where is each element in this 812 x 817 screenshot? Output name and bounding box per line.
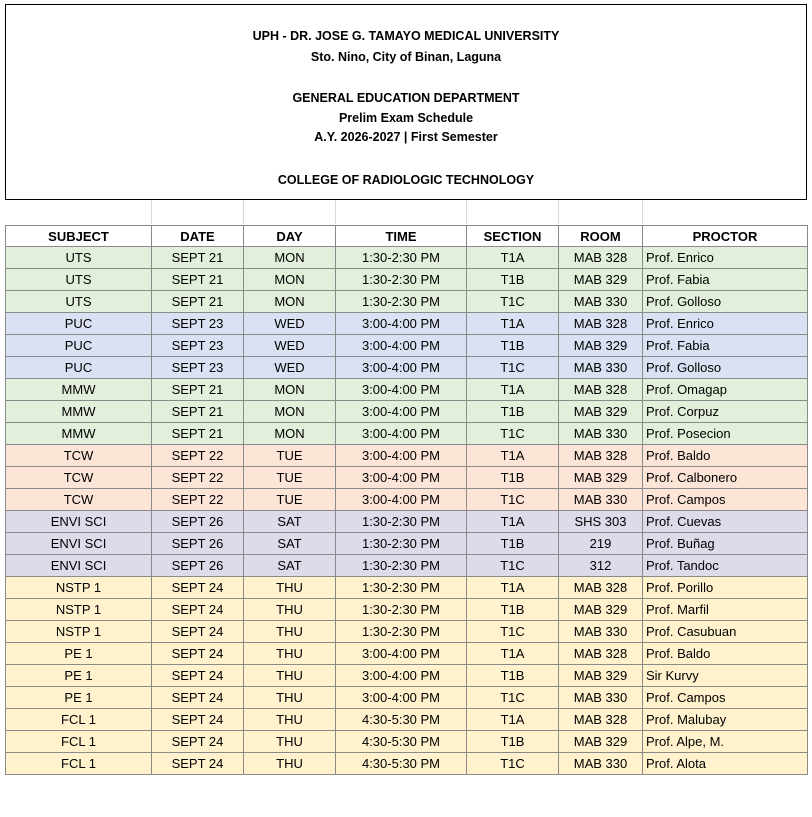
cell-room: MAB 329 xyxy=(559,467,643,489)
gridline xyxy=(642,200,643,224)
cell-subject: FCL 1 xyxy=(6,709,152,731)
cell-subject: PE 1 xyxy=(6,643,152,665)
cell-date: SEPT 21 xyxy=(152,269,244,291)
cell-room: MAB 328 xyxy=(559,577,643,599)
cell-room: SHS 303 xyxy=(559,511,643,533)
exam-schedule-table xyxy=(5,225,808,775)
cell-section: T1B xyxy=(467,599,559,621)
cell-room: MAB 329 xyxy=(559,401,643,423)
table-row xyxy=(6,599,808,621)
cell-day: SAT xyxy=(244,533,336,555)
cell-proctor: Prof. Casubuan xyxy=(643,621,808,643)
cell-subject: TCW xyxy=(6,489,152,511)
cell-section: T1C xyxy=(467,687,559,709)
cell-day: THU xyxy=(244,643,336,665)
table-header-row xyxy=(6,226,808,247)
cell-subject: NSTP 1 xyxy=(6,621,152,643)
cell-proctor: Prof. Tandoc xyxy=(643,555,808,577)
cell-day: MON xyxy=(244,269,336,291)
cell-date: SEPT 26 xyxy=(152,511,244,533)
table-row xyxy=(6,423,808,445)
cell-section: T1B xyxy=(467,665,559,687)
column-header-section: SECTION xyxy=(467,226,559,247)
table-row xyxy=(6,709,808,731)
cell-time: 1:30-2:30 PM xyxy=(336,577,467,599)
schedule-header xyxy=(5,4,807,200)
cell-day: THU xyxy=(244,577,336,599)
cell-time: 1:30-2:30 PM xyxy=(336,511,467,533)
cell-day: MON xyxy=(244,247,336,269)
column-header-date: DATE xyxy=(152,226,244,247)
cell-section: T1C xyxy=(467,621,559,643)
column-header-subject: SUBJECT xyxy=(6,226,152,247)
cell-proctor: Prof. Alota xyxy=(643,753,808,775)
gridline xyxy=(558,200,559,224)
table-row xyxy=(6,467,808,489)
table-row xyxy=(6,247,808,269)
cell-day: TUE xyxy=(244,489,336,511)
cell-section: T1C xyxy=(467,753,559,775)
cell-room: MAB 330 xyxy=(559,489,643,511)
cell-section: T1C xyxy=(467,555,559,577)
column-header-day: DAY xyxy=(244,226,336,247)
cell-subject: NSTP 1 xyxy=(6,599,152,621)
cell-date: SEPT 24 xyxy=(152,709,244,731)
cell-time: 1:30-2:30 PM xyxy=(336,555,467,577)
cell-time: 1:30-2:30 PM xyxy=(336,533,467,555)
cell-proctor: Sir Kurvy xyxy=(643,665,808,687)
cell-room: MAB 330 xyxy=(559,423,643,445)
cell-section: T1A xyxy=(467,577,559,599)
cell-subject: ENVI SCI xyxy=(6,533,152,555)
university-address: Sto. Nino, City of Binan, Laguna xyxy=(310,50,502,64)
cell-proctor: Prof. Posecion xyxy=(643,423,808,445)
table-row xyxy=(6,445,808,467)
cell-room: MAB 330 xyxy=(559,357,643,379)
cell-day: THU xyxy=(244,621,336,643)
cell-time: 3:00-4:00 PM xyxy=(336,313,467,335)
cell-time: 1:30-2:30 PM xyxy=(336,269,467,291)
cell-proctor: Prof. Malubay xyxy=(643,709,808,731)
cell-room: MAB 328 xyxy=(559,709,643,731)
cell-subject: FCL 1 xyxy=(6,731,152,753)
cell-date: SEPT 21 xyxy=(152,401,244,423)
cell-section: T1B xyxy=(467,335,559,357)
cell-proctor: Prof. Fabia xyxy=(643,269,808,291)
table-row xyxy=(6,687,808,709)
cell-subject: FCL 1 xyxy=(6,753,152,775)
cell-day: THU xyxy=(244,687,336,709)
cell-day: THU xyxy=(244,665,336,687)
cell-proctor: Prof. Campos xyxy=(643,687,808,709)
cell-day: WED xyxy=(244,335,336,357)
table-row xyxy=(6,379,808,401)
cell-room: MAB 328 xyxy=(559,445,643,467)
cell-subject: PUC xyxy=(6,313,152,335)
table-row xyxy=(6,335,808,357)
cell-section: T1B xyxy=(467,731,559,753)
cell-day: SAT xyxy=(244,555,336,577)
table-row xyxy=(6,401,808,423)
cell-section: T1B xyxy=(467,467,559,489)
cell-date: SEPT 24 xyxy=(152,599,244,621)
cell-time: 4:30-5:30 PM xyxy=(336,709,467,731)
cell-day: WED xyxy=(244,313,336,335)
cell-subject: NSTP 1 xyxy=(6,577,152,599)
cell-subject: MMW xyxy=(6,423,152,445)
table-row xyxy=(6,731,808,753)
cell-time: 1:30-2:30 PM xyxy=(336,599,467,621)
table-row xyxy=(6,621,808,643)
cell-section: T1A xyxy=(467,643,559,665)
cell-proctor: Prof. Calbonero xyxy=(643,467,808,489)
cell-time: 3:00-4:00 PM xyxy=(336,665,467,687)
cell-proctor: Prof. Corpuz xyxy=(643,401,808,423)
cell-subject: UTS xyxy=(6,269,152,291)
cell-subject: MMW xyxy=(6,379,152,401)
cell-room: MAB 330 xyxy=(559,291,643,313)
cell-section: T1C xyxy=(467,489,559,511)
cell-proctor: Prof. Cuevas xyxy=(643,511,808,533)
table-row xyxy=(6,555,808,577)
cell-room: MAB 329 xyxy=(559,335,643,357)
cell-room: MAB 329 xyxy=(559,269,643,291)
cell-day: THU xyxy=(244,709,336,731)
cell-proctor: Prof. Buñag xyxy=(643,533,808,555)
cell-subject: MMW xyxy=(6,401,152,423)
cell-section: T1B xyxy=(467,533,559,555)
table-row xyxy=(6,489,808,511)
column-header-room: ROOM xyxy=(559,226,643,247)
cell-date: SEPT 23 xyxy=(152,357,244,379)
cell-day: MON xyxy=(244,423,336,445)
blank-spreadsheet-row xyxy=(5,200,807,224)
table-row xyxy=(6,313,808,335)
cell-date: SEPT 21 xyxy=(152,379,244,401)
cell-proctor: Prof. Golloso xyxy=(643,357,808,379)
gridline xyxy=(151,200,152,224)
cell-date: SEPT 24 xyxy=(152,621,244,643)
cell-section: T1B xyxy=(467,269,559,291)
cell-time: 3:00-4:00 PM xyxy=(336,467,467,489)
cell-room: MAB 329 xyxy=(559,731,643,753)
cell-section: T1C xyxy=(467,291,559,313)
table-row xyxy=(6,511,808,533)
cell-day: THU xyxy=(244,599,336,621)
cell-time: 3:00-4:00 PM xyxy=(336,489,467,511)
cell-time: 3:00-4:00 PM xyxy=(336,643,467,665)
cell-time: 1:30-2:30 PM xyxy=(336,621,467,643)
schedule-title: Prelim Exam Schedule xyxy=(338,111,474,125)
cell-date: SEPT 26 xyxy=(152,533,244,555)
cell-room: 219 xyxy=(559,533,643,555)
cell-time: 3:00-4:00 PM xyxy=(336,445,467,467)
cell-date: SEPT 21 xyxy=(152,291,244,313)
gridline xyxy=(335,200,336,224)
college-name: COLLEGE OF RADIOLOGIC TECHNOLOGY xyxy=(277,173,535,187)
cell-room: 312 xyxy=(559,555,643,577)
cell-date: SEPT 21 xyxy=(152,423,244,445)
cell-time: 4:30-5:30 PM xyxy=(336,731,467,753)
cell-section: T1C xyxy=(467,357,559,379)
cell-section: T1A xyxy=(467,247,559,269)
cell-date: SEPT 24 xyxy=(152,643,244,665)
cell-date: SEPT 24 xyxy=(152,577,244,599)
academic-year: A.Y. 2026-2027 | First Semester xyxy=(314,130,498,144)
cell-room: MAB 330 xyxy=(559,753,643,775)
cell-time: 3:00-4:00 PM xyxy=(336,335,467,357)
cell-subject: ENVI SCI xyxy=(6,555,152,577)
cell-date: SEPT 24 xyxy=(152,687,244,709)
cell-section: T1B xyxy=(467,401,559,423)
cell-date: SEPT 23 xyxy=(152,313,244,335)
cell-date: SEPT 24 xyxy=(152,731,244,753)
cell-time: 3:00-4:00 PM xyxy=(336,687,467,709)
cell-date: SEPT 22 xyxy=(152,445,244,467)
cell-room: MAB 330 xyxy=(559,621,643,643)
cell-room: MAB 328 xyxy=(559,643,643,665)
cell-proctor: Prof. Enrico xyxy=(643,247,808,269)
cell-room: MAB 328 xyxy=(559,379,643,401)
cell-section: T1A xyxy=(467,709,559,731)
gridline xyxy=(243,200,244,224)
cell-day: TUE xyxy=(244,467,336,489)
cell-time: 1:30-2:30 PM xyxy=(336,291,467,313)
cell-proctor: Prof. Golloso xyxy=(643,291,808,313)
sheet-bottom-edge xyxy=(0,806,812,817)
cell-date: SEPT 22 xyxy=(152,489,244,511)
column-header-time: TIME xyxy=(336,226,467,247)
cell-section: T1C xyxy=(467,423,559,445)
table-body xyxy=(6,247,808,775)
cell-section: T1A xyxy=(467,445,559,467)
gridline xyxy=(466,200,467,224)
cell-date: SEPT 26 xyxy=(152,555,244,577)
cell-section: T1A xyxy=(467,511,559,533)
cell-proctor: Prof. Fabia xyxy=(643,335,808,357)
cell-proctor: Prof. Enrico xyxy=(643,313,808,335)
cell-time: 3:00-4:00 PM xyxy=(336,379,467,401)
cell-proctor: Prof. Omagap xyxy=(643,379,808,401)
cell-time: 3:00-4:00 PM xyxy=(336,357,467,379)
table-row xyxy=(6,533,808,555)
cell-room: MAB 330 xyxy=(559,687,643,709)
cell-subject: UTS xyxy=(6,247,152,269)
cell-subject: TCW xyxy=(6,467,152,489)
cell-proctor: Prof. Campos xyxy=(643,489,808,511)
table-row xyxy=(6,269,808,291)
cell-day: MON xyxy=(244,401,336,423)
cell-section: T1A xyxy=(467,379,559,401)
cell-room: MAB 328 xyxy=(559,313,643,335)
cell-proctor: Prof. Baldo xyxy=(643,445,808,467)
cell-date: SEPT 24 xyxy=(152,665,244,687)
cell-section: T1A xyxy=(467,313,559,335)
cell-time: 4:30-5:30 PM xyxy=(336,753,467,775)
cell-day: THU xyxy=(244,753,336,775)
department-name: GENERAL EDUCATION DEPARTMENT xyxy=(292,91,520,105)
table-row xyxy=(6,357,808,379)
cell-day: WED xyxy=(244,357,336,379)
cell-subject: TCW xyxy=(6,445,152,467)
cell-date: SEPT 23 xyxy=(152,335,244,357)
cell-subject: PUC xyxy=(6,335,152,357)
cell-time: 3:00-4:00 PM xyxy=(336,401,467,423)
cell-subject: ENVI SCI xyxy=(6,511,152,533)
table-row xyxy=(6,291,808,313)
cell-proctor: Prof. Baldo xyxy=(643,643,808,665)
cell-room: MAB 328 xyxy=(559,247,643,269)
cell-time: 1:30-2:30 PM xyxy=(336,247,467,269)
cell-day: THU xyxy=(244,731,336,753)
cell-time: 3:00-4:00 PM xyxy=(336,423,467,445)
table-row xyxy=(6,753,808,775)
cell-day: TUE xyxy=(244,445,336,467)
column-header-proctor: PROCTOR xyxy=(643,226,808,247)
university-name: UPH - DR. JOSE G. TAMAYO MEDICAL UNIVERSITY xyxy=(252,29,560,43)
table-row xyxy=(6,577,808,599)
cell-day: MON xyxy=(244,379,336,401)
cell-day: SAT xyxy=(244,511,336,533)
table-row xyxy=(6,643,808,665)
cell-date: SEPT 22 xyxy=(152,467,244,489)
cell-date: SEPT 24 xyxy=(152,753,244,775)
cell-subject: UTS xyxy=(6,291,152,313)
cell-subject: PE 1 xyxy=(6,665,152,687)
cell-subject: PE 1 xyxy=(6,687,152,709)
cell-room: MAB 329 xyxy=(559,665,643,687)
cell-day: MON xyxy=(244,291,336,313)
table-row xyxy=(6,665,808,687)
cell-date: SEPT 21 xyxy=(152,247,244,269)
cell-proctor: Prof. Porillo xyxy=(643,577,808,599)
cell-subject: PUC xyxy=(6,357,152,379)
cell-proctor: Prof. Alpe, M. xyxy=(643,731,808,753)
cell-proctor: Prof. Marfil xyxy=(643,599,808,621)
cell-room: MAB 329 xyxy=(559,599,643,621)
